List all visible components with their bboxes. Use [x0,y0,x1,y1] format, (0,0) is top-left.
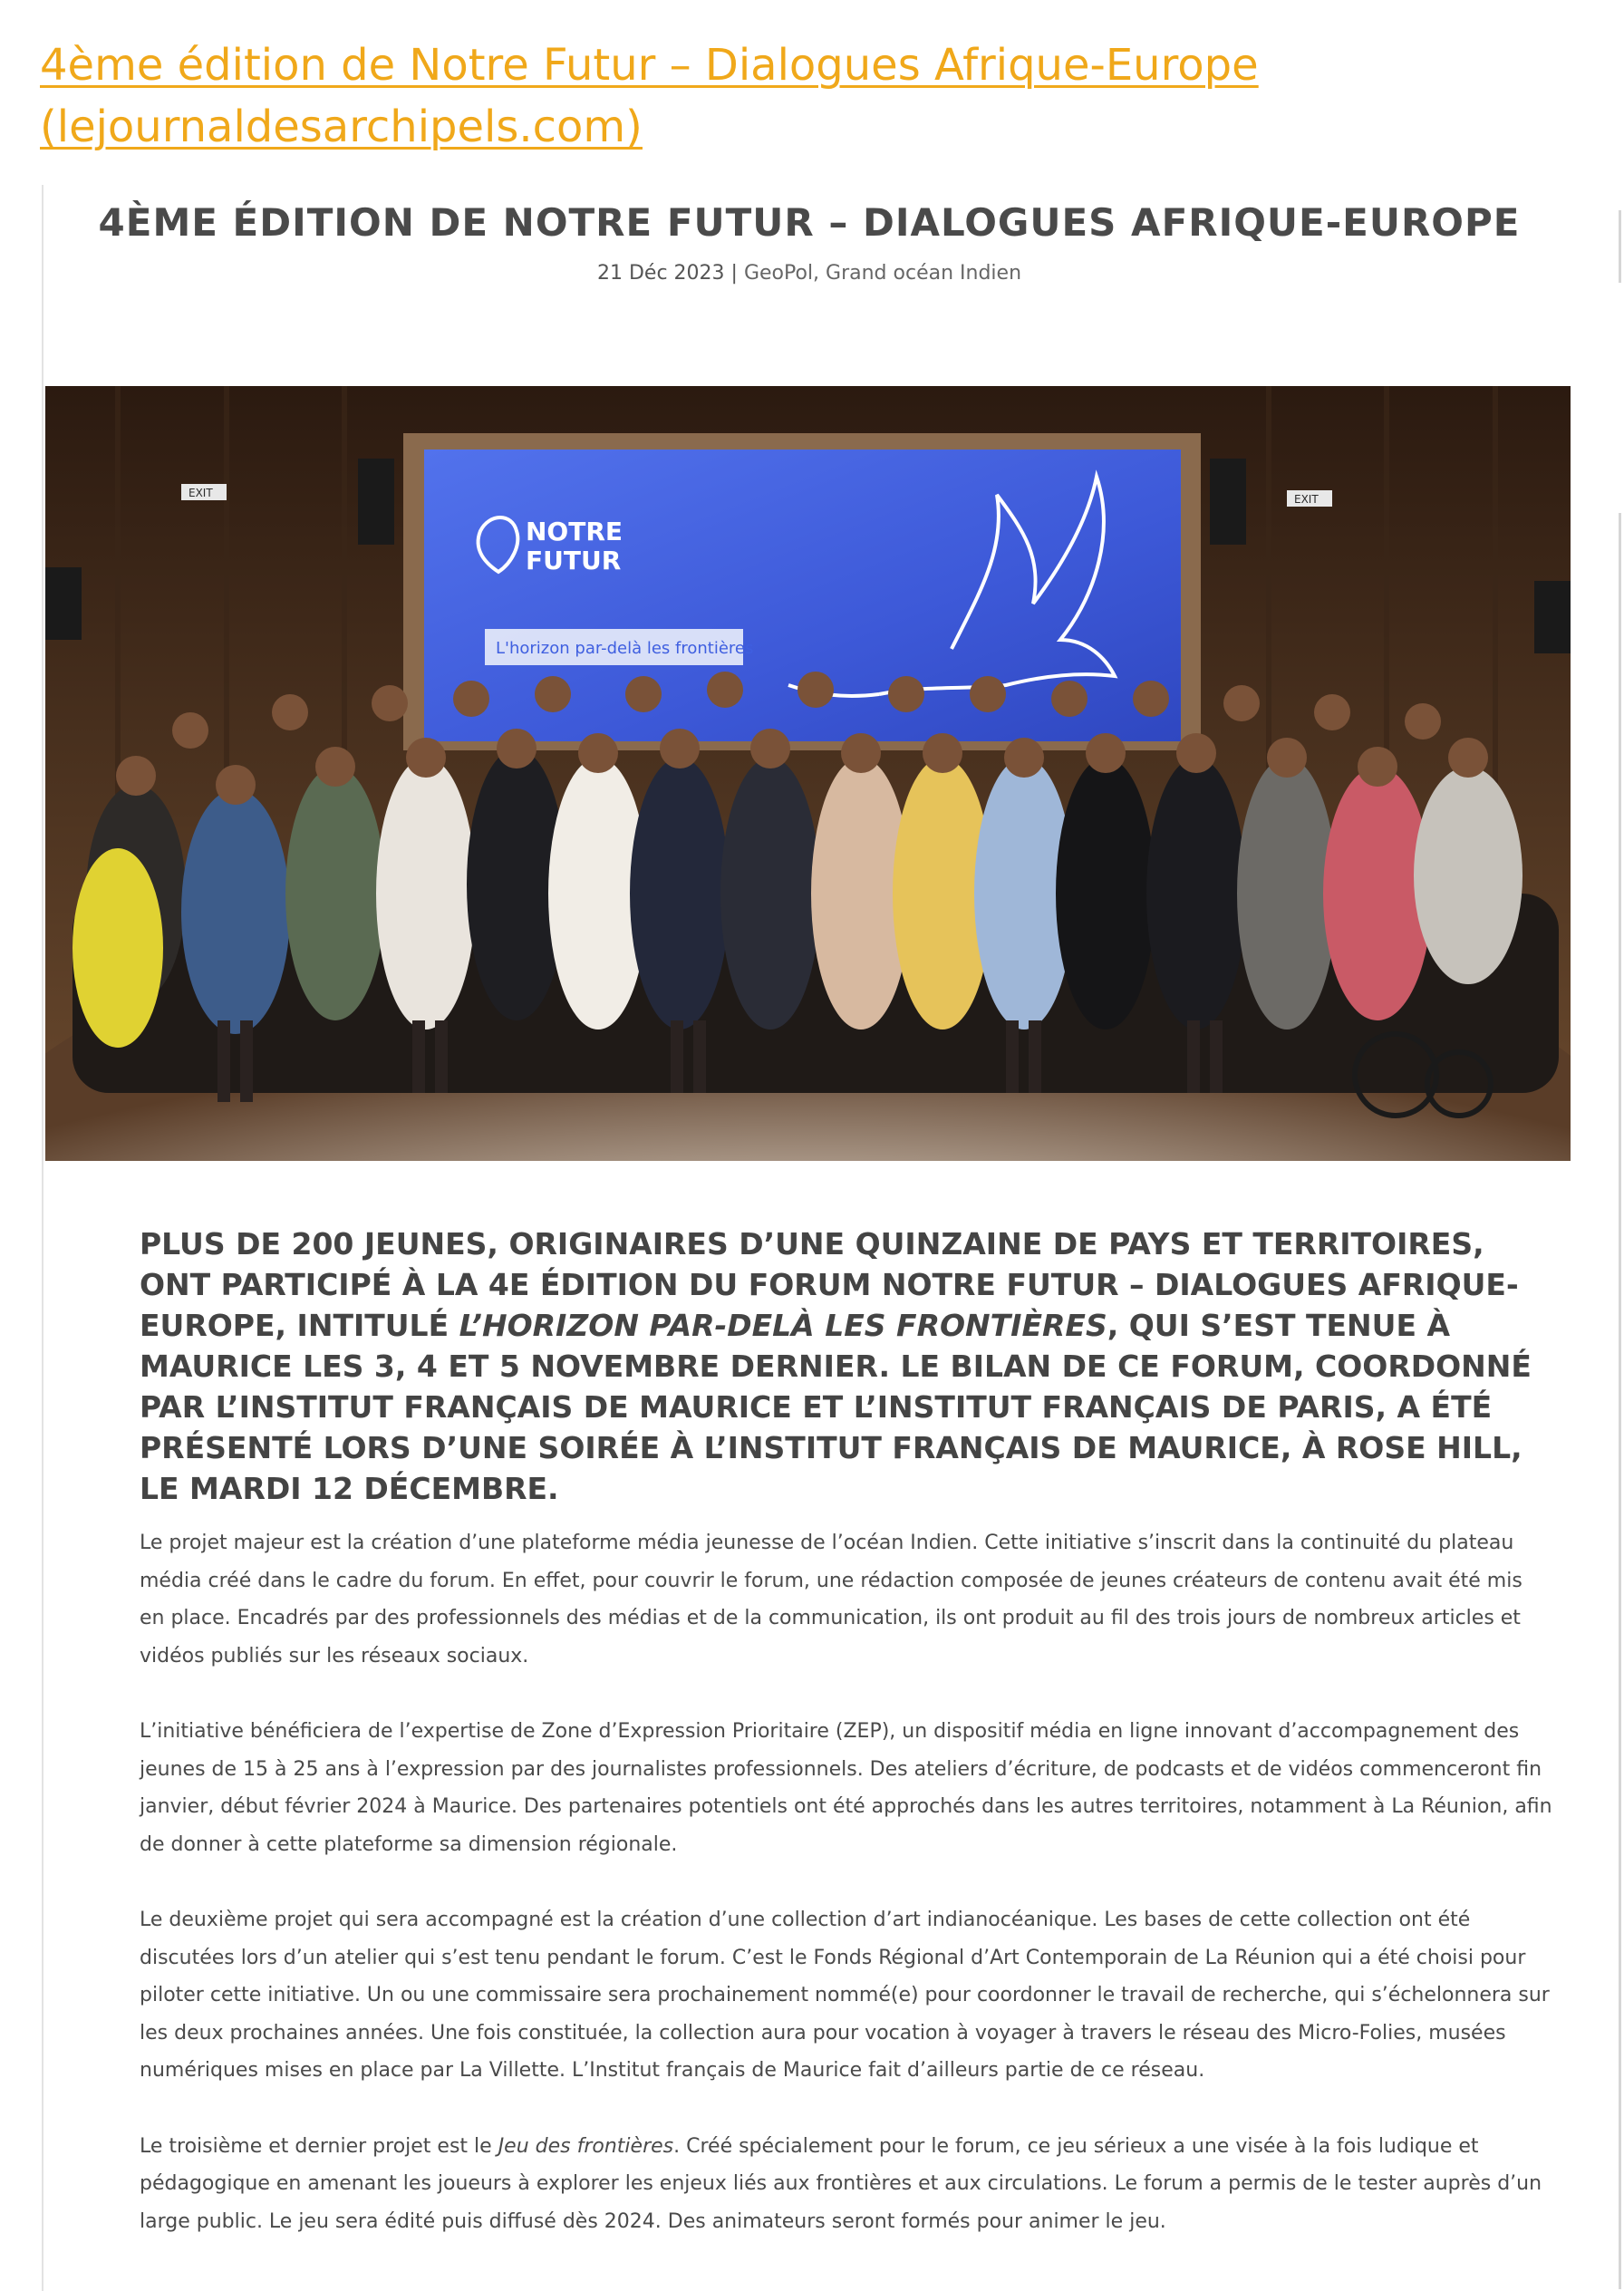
exit-sign-left: EXIT [188,487,213,499]
lead-text-1: PLUS DE 200 JEUNES, ORIGINAIRES D’UNE QUINZAINE DE PAYS ET TERRITOIRES, ONT PARTICIPÉ À LA 4E ÉDITION DU FORUM NOTRE FUTUR – DIALOGUES AFRIQUE-EUROPE, INTITULÉ [140,1226,1519,1343]
paragraph-2: L’initiative bénéficiera de l’expertise de Zone d’Expression Prioritaire (ZEP), un dispositif média en ligne innovant d’accompagnement des jeunes de 15 à 25 ans à l’expression par des journalistes professionnels. Des ateliers d’écriture, de podcasts et de vidéos commenceront fin janvier, début février 2024 à Maurice. Des partenaires potentiels ont été approchés dans les autres territoires, notamment à La Réunion, afin de donner à cette plateforme sa dimension régionale. [140,1720,1552,1856]
article-title: 4ÈME ÉDITION DE NOTRE FUTUR – DIALOGUES AFRIQUE-EUROPE [98,200,1521,245]
paragraph-3: Le deuxième projet qui sera accompagné est la création d’une collection d’art indianocéanique. Les bases de cette collection ont été discutées lors d’un atelier qui s’est tenu pendant le forum. C’est le Fonds Régional d’Art Contemporain de La Réunion qui a été choisi pour piloter cette initiative. Un ou une commissaire sera prochainement nommé(e) pour coordonner le travail de recherche, qui s’échelonnera sur les deux prochaines années. Une fois constituée, la collection aura pour vocation à voyager à travers le réseau des Micro-Folies, musées numériques mises en place par La Villette. L’Institut français de Maurice fait d’ailleurs partie de ce réseau. [140,1909,1550,2082]
right-divider [1619,513,1621,2289]
article-body [140,1524,1553,2278]
article [42,185,1575,2291]
paragraph-4-text-1: Le troisième et dernier projet est le [140,2134,498,2158]
source-link-line1[interactable]: 4ème édition de Notre Futur – Dialogues Afrique-Europe [40,40,1259,91]
screen-logo-line1: NOTRE [526,517,624,546]
screen-logo-line2: FUTUR [526,546,622,575]
right-divider [1619,210,1621,283]
article-categories[interactable]: GeoPol, Grand océan Indien [743,262,1022,285]
article-date: 21 Déc 2023 [596,262,725,285]
paragraph-4-italic: Jeu des frontières [498,2134,674,2158]
article-photo [45,386,1571,1161]
source-link-line2[interactable]: (lejournaldesarchipels.com) [40,102,643,152]
paragraph-4 [140,2128,1553,2241]
source-link-anchor[interactable] [40,40,1259,152]
paragraph-1: Le projet majeur est la création d’une plateforme média jeunesse de l’océan Indien. Cette initiative s’inscrit dans la continuité du plateau média créé dans le cadre du forum. En effet, pour couvrir le forum, une rédaction composée de jeunes créateurs de contenu avait été mis en place. Encadrés par des professionnels des médias et de la communication, ils ont produit au fil des trois jours de nombreux articles et vidéos publiés sur les réseaux sociaux. [140,1532,1522,1668]
screen-banner: L'horizon par-delà les frontières [496,639,754,658]
article-lead [140,1223,1553,1509]
event-photo [45,386,1571,1161]
exit-sign-right: EXIT [1294,493,1319,506]
paragraph-4-text-2: . Créé spécialement pour le forum, ce jeu sérieux a une visée à la fois ludique et pédagogique en amenant les joueurs à explorer les enjeux liés aux frontières et aux circulations. Le forum a permis de le tester auprès d’un large public. Le jeu sera édité puis diffusé dès 2024. Des animateurs seront formés pour animer le jeu. [140,2134,1542,2233]
lead-italic: L’HORIZON PAR-DELÀ LES FRONTIÈRES [459,1308,1107,1343]
meta-separator: | [730,262,738,285]
lead-text-2: , QUI S’EST TENUE À MAURICE LES 3, 4 ET 5 NOVEMBRE DERNIER. LE BILAN DE CE FORUM, COORDONNÉ PAR L’INSTITUT FRANÇAIS DE MAURICE ET L’INSTITUT FRANÇAIS DE PARIS, A ÉTÉ PRÉSENTÉ LORS D’UNE SOIRÉE À L’INSTITUT FRANÇAIS DE MAURICE, À ROSE HILL, LE MARDI 12 DÉCEMBRE. [140,1308,1532,1506]
article-meta [44,259,1575,288]
source-link[interactable] [40,34,1399,158]
